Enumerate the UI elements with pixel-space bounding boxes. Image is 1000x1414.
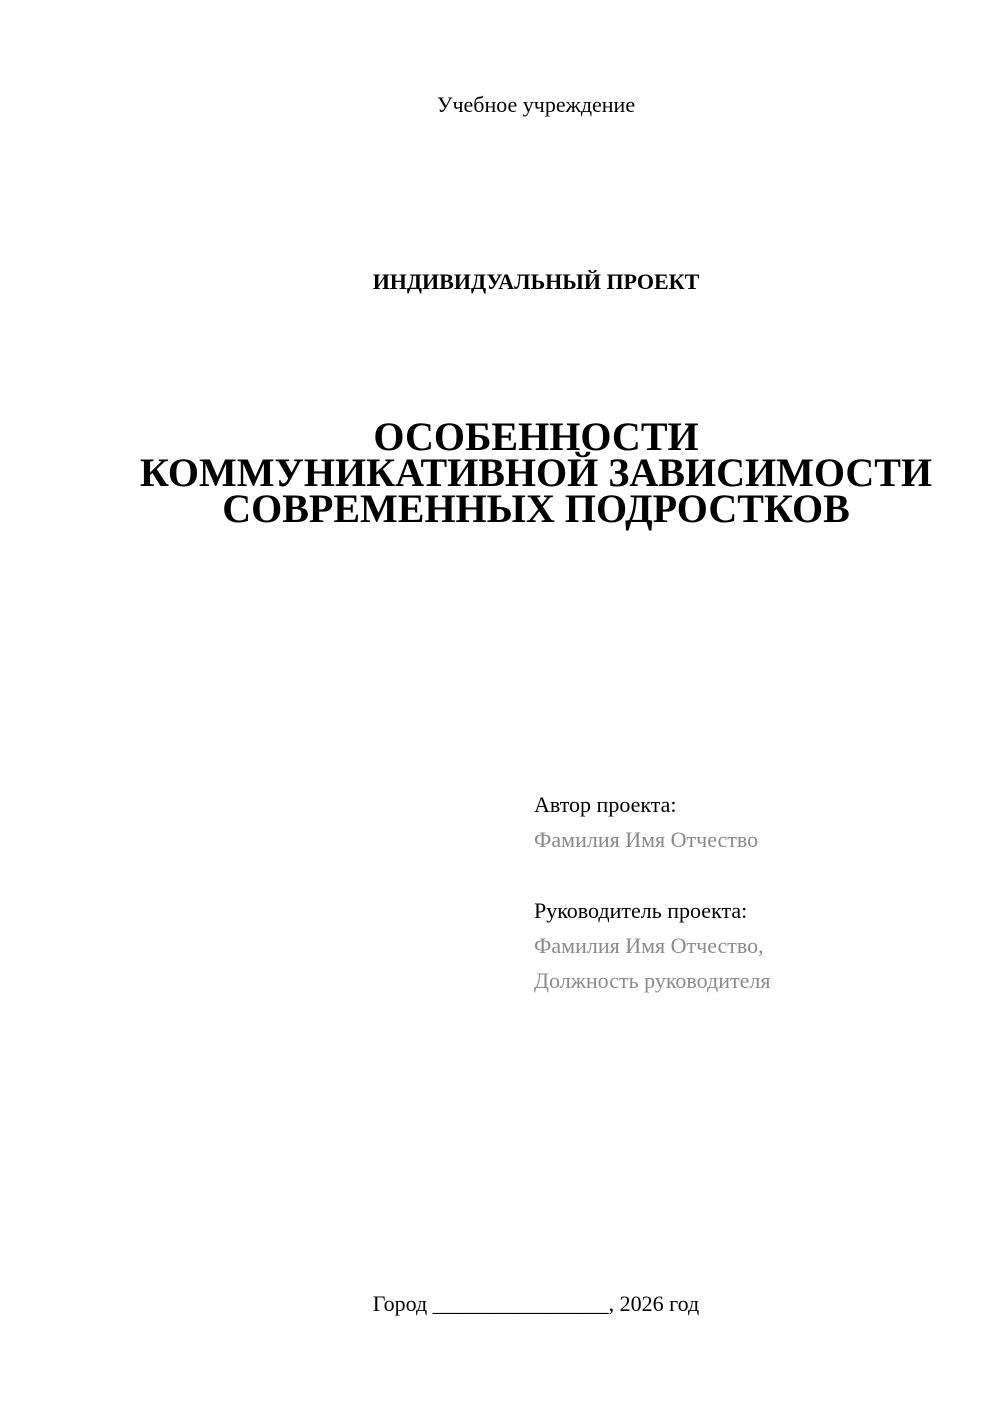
supervisor-position-placeholder: Должность руководителя [534,968,771,993]
author-label: Автор проекта: [534,792,677,817]
author-block [534,787,758,857]
supervisor-label: Руководитель проекта: [534,898,748,923]
author-name-placeholder: Фамилия Имя Отчество [534,827,759,852]
document-type: ИНДИВИДУАЛЬНЫЙ ПРОЕКТ [372,269,700,294]
project-title-line-1: ОСОБЕННОСТИ [373,414,699,459]
institution-name: Учебное учреждение [436,92,636,117]
city-year-line: Город ________________, 2026 год [372,1291,700,1316]
supervisor-block [534,893,770,998]
supervisor-name-placeholder: Фамилия Имя Отчество, [534,933,764,958]
project-title-line-2: КОММУНИКАТИВНОЙ ЗАВИСИМОСТИ [139,450,933,495]
project-title [0,414,1000,531]
project-title-line-3: СОВРЕМЕННЫХ ПОДРОСТКОВ [222,486,850,531]
